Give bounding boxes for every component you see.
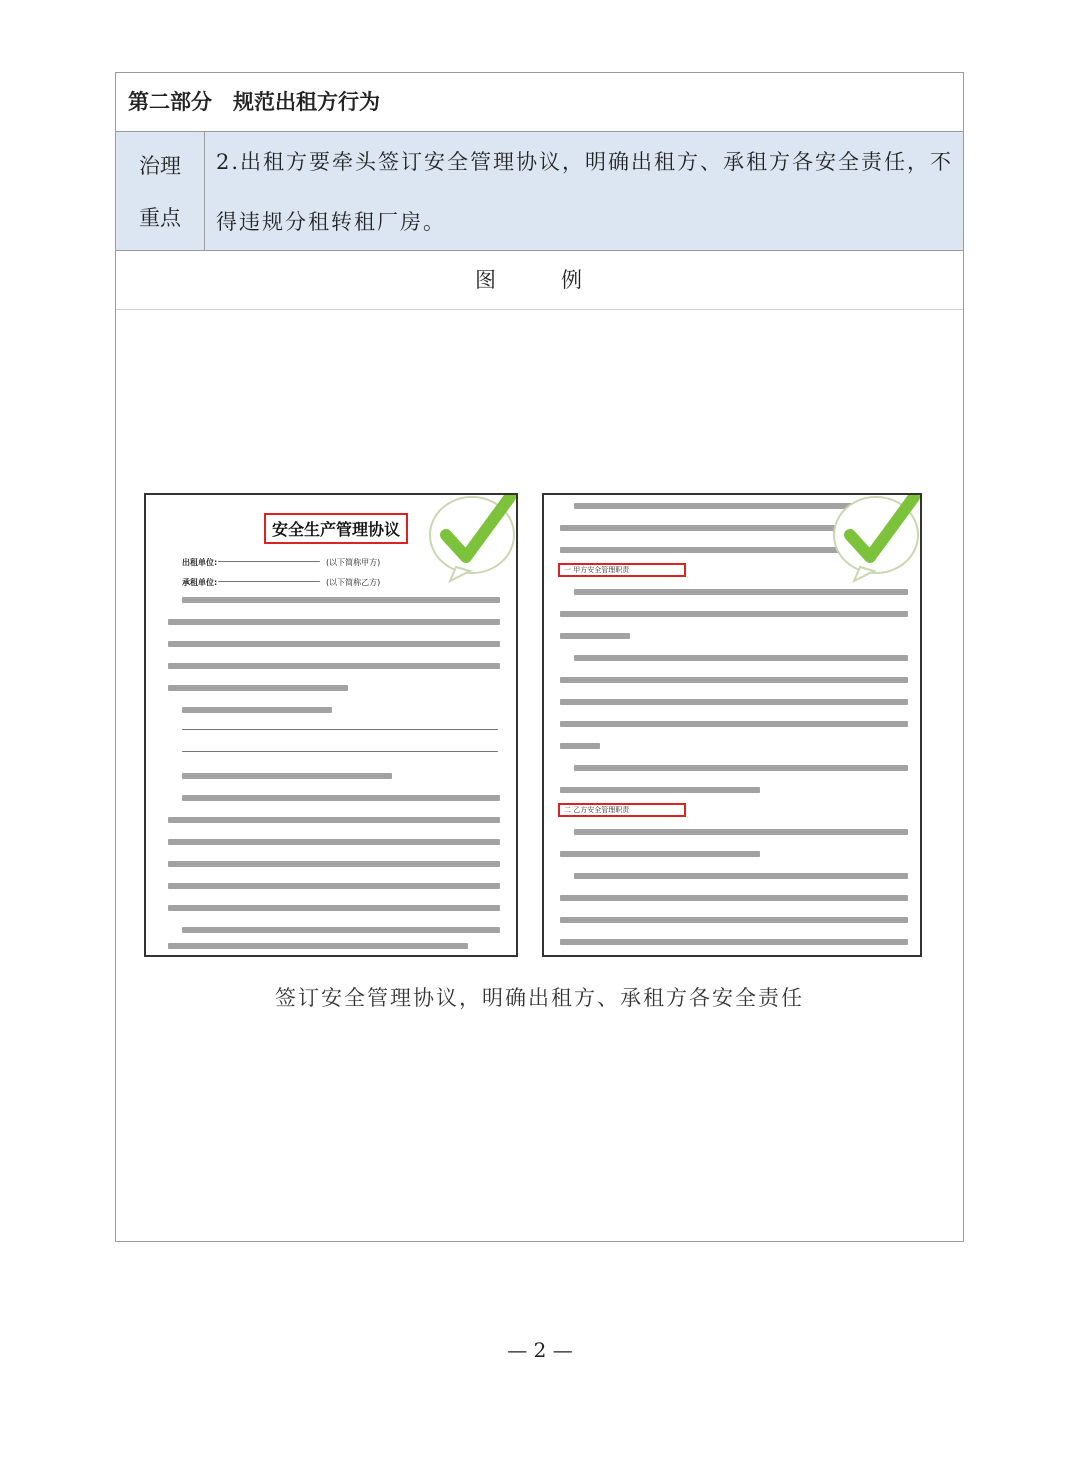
agreement-document-image <box>144 493 518 957</box>
responsibilities-document-image <box>542 493 922 957</box>
key-point-text: 2.出租方要牵头签订安全管理协议，明确出租方、承租方各安全责任，不得违规分租转租厂房。 <box>216 150 954 234</box>
key-point-label-line2: 重点 <box>139 206 181 230</box>
lessee-field-label: 承租单位: <box>182 578 218 587</box>
figure-area <box>116 310 963 1241</box>
key-point-label-line1: 治理 <box>139 154 181 178</box>
lessee-duties-label: 二 乙方安全管理职责 <box>564 806 630 814</box>
content-table <box>115 72 964 1242</box>
page-number: — 2 — <box>507 1338 573 1362</box>
lessor-duties-label: 一 甲方安全管理职责 <box>564 566 630 574</box>
checkmark-icon <box>426 493 518 583</box>
lessee-field-suffix: (以下简称乙方) <box>326 578 381 587</box>
lessor-field-label: 出租单位: <box>182 558 218 567</box>
key-point-row <box>116 132 963 251</box>
key-point-label <box>116 132 205 250</box>
legend-title: 图 例 <box>116 251 963 310</box>
agreement-title: 安全生产管理协议 <box>264 513 408 544</box>
lessor-field-suffix: (以下简称甲方) <box>326 558 381 567</box>
checkmark-icon <box>830 493 922 583</box>
section-header: 第二部分 规范出租方行为 <box>116 73 963 132</box>
figure-caption: 签订安全管理协议，明确出租方、承租方各安全责任 <box>275 986 804 1010</box>
